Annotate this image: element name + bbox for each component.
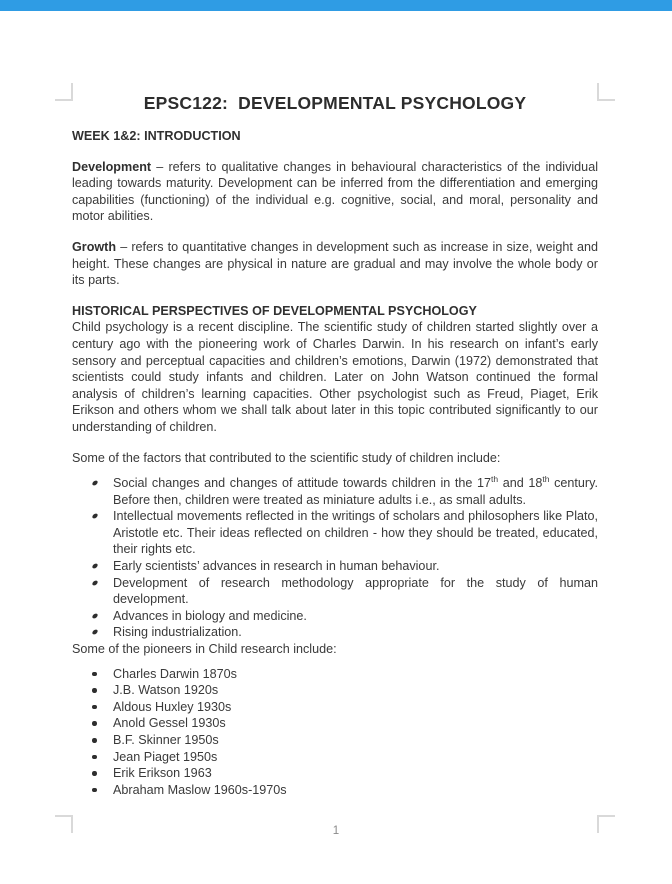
list-item-text: Anold Gessel 1930s xyxy=(113,716,226,731)
top-status-bar xyxy=(0,0,672,11)
list-item-text: Abraham Maslow 1960s-1970s xyxy=(113,782,287,797)
round-bullet-icon xyxy=(92,715,113,726)
superscript-th: th xyxy=(542,473,550,484)
development-definition: – refers to qualitative changes in behavioural characteristics of the individual leading towards maturity. Development can be inferred from the differentiation and emerging capabilities (functioning) of the individual e.g. cognitive, social, and moral, personality and motor abilities. xyxy=(72,159,598,224)
list-item xyxy=(92,749,598,766)
list-item xyxy=(92,682,598,699)
round-bullet-icon xyxy=(92,666,113,677)
list-item-text: Early scientists’ advances in research in human behaviour. xyxy=(113,559,440,574)
slanted-bullet-icon xyxy=(92,575,113,585)
list-item-text: Rising industrialization. xyxy=(113,625,242,640)
list-item-text: Jean Piaget 1950s xyxy=(113,749,218,764)
pioneers-intro: Some of the pioneers in Child research include: xyxy=(72,642,337,657)
round-bullet-icon xyxy=(92,732,113,743)
list-item xyxy=(92,608,598,625)
slanted-bullet-icon xyxy=(92,475,113,485)
document-page[interactable] xyxy=(0,11,672,884)
growth-definition: – refers to quantitative changes in development such as increase in size, weight and height. These changes are physical in nature are gradual and may involve the whole body or its parts. xyxy=(72,239,598,288)
list-item-text: Development of research methodology appropriate for the study of human development. xyxy=(113,575,598,607)
list-item xyxy=(92,508,598,558)
list-item xyxy=(92,558,598,575)
superscript-th: th xyxy=(491,473,499,484)
slanted-bullet-icon xyxy=(92,508,113,518)
list-item xyxy=(92,765,598,782)
list-item xyxy=(92,475,598,508)
development-term: Development xyxy=(72,159,152,174)
list-item-text: Erik Erikson 1963 xyxy=(113,766,212,781)
round-bullet-icon xyxy=(92,765,113,776)
list-item xyxy=(92,624,598,641)
list-item-text: B.F. Skinner 1950s xyxy=(113,733,219,747)
growth-term: Growth xyxy=(72,239,117,254)
list-item xyxy=(92,715,598,732)
round-bullet-icon xyxy=(92,749,113,760)
document-title: EPSC122: DEVELOPMENTAL PSYCHOLOGY xyxy=(143,93,527,113)
list-item xyxy=(92,732,598,749)
growth-paragraph xyxy=(72,239,598,289)
factors-intro: Some of the factors that contributed to the scientific study of children include: xyxy=(72,450,501,465)
round-bullet-icon xyxy=(92,682,113,693)
list-item-text: Intellectual movements reflected in the writings of scholars and philosophers like Plato, Aristotle etc. Their ideas reflected on children - how they should be treated, educated, their rights etc. xyxy=(113,509,598,557)
list-item-text: Social changes and changes of attitude towards children in the 17th and 18th century. Before then, children were treated as miniature adults i.e., as small adults. xyxy=(113,473,598,507)
slanted-bullet-icon xyxy=(92,608,113,618)
slanted-bullet-icon xyxy=(92,624,113,634)
list-item-text: J.B. Watson 1920s xyxy=(113,683,219,698)
list-item-text: Aldous Huxley 1930s xyxy=(113,699,232,714)
development-paragraph xyxy=(72,159,598,225)
slanted-bullet-icon xyxy=(92,558,113,568)
list-item-text: Advances in biology and medicine. xyxy=(113,608,307,623)
crop-mark-top-right xyxy=(597,83,615,101)
historical-paragraph: Child psychology is a recent discipline. The scientific study of children started slightly over a century ago with the pioneering work of Charles Darwin. In his research on infant’s early sensory and perceptual capacities and children’s emotions, Darwin (1972) demonstrated that scientists could study infants and children. Later on John Watson continued the formal analysis of children’s learning capacities. Other psychologist such as Freud, Piaget, Erik Erikson and others whom we shall talk about later in this topic contributed significantly to our understanding of children. xyxy=(72,320,598,434)
crop-mark-top-left xyxy=(55,83,73,101)
historical-heading: HISTORICAL PERSPECTIVES OF DEVELOPMENTAL PSYCHOLOGY xyxy=(72,303,477,318)
factors-list xyxy=(72,475,598,641)
pioneers-list xyxy=(72,666,598,799)
week-heading: WEEK 1&2: INTRODUCTION xyxy=(72,129,241,143)
page-number: 1 xyxy=(332,825,340,837)
list-item xyxy=(92,575,598,608)
list-item xyxy=(92,666,598,683)
list-item xyxy=(92,699,598,716)
list-item xyxy=(92,782,598,799)
list-item-text: Charles Darwin 1870s xyxy=(113,666,237,681)
round-bullet-icon xyxy=(92,699,113,710)
round-bullet-icon xyxy=(92,782,113,793)
